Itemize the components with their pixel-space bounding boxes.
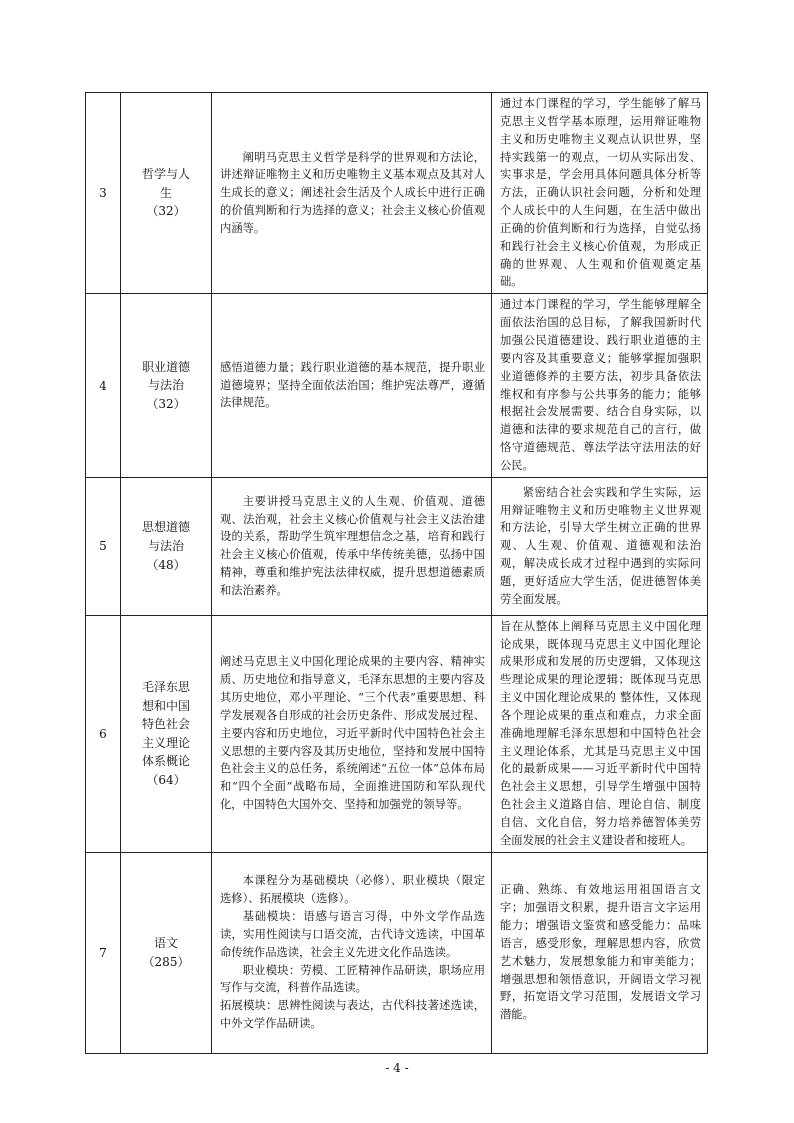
course-name-line: 与法治 [147,538,184,553]
course-hours: （32） [146,396,186,411]
content-paragraph: 职业模块：劳模、工匠精神作品研读，职场应用写作与交流，科普作品选读。 [220,963,485,995]
course-name-line: 毛泽东思 [141,679,190,694]
course-name [121,294,212,477]
content-paragraph: 拓展模块：思辨性阅读与表达，古代科技著述选读，中外文学作品研读。 [220,999,485,1031]
course-name-line: 思想道德 [141,520,190,535]
course-content [212,294,492,477]
content-paragraph: 阐明马克思主义哲学是科学的世界观和方法论，讲述辩证唯物主义和历史唯物主义基本观点及其对人生成长的意义；阐述社会生活及个人成长中进行正确的价值判断和行为选择的意义；社会主义核心价值观内涵等。 [220,150,485,235]
course-goal [492,294,708,477]
row-number: 7 [86,852,121,1053]
course-name [121,615,212,852]
course-name-line: 与法治 [147,378,184,393]
content-paragraph: 本课程分为基础模块（必修）、职业模块（限定选修）、拓展模块（选修）。 [220,874,485,906]
course-goal [492,93,708,294]
course-name-line: 想和中国 [141,698,190,713]
course-goal [492,477,708,615]
goal-paragraph: 通过本门课程的学习，学生能够了解马克思主义哲学基本原理，运用辩证唯物主义和历史唯物主义观点认识世界，坚持实践第一的观点，一切从实际出发、实事求是，学会用具体问题具体分析等方法，正确认识社会问题，分析和处理个人成长中的人生问题，在生活中做出正确的价值判断和行为选择，自觉弘扬和践行社会主义核心价值观，为形成正确的世界观、人生观和价值观奠定基础。 [500,97,701,289]
content-paragraph: 阐述马克思主义中国化理论成果的主要内容、精神实质、历史地位和指导意义，毛泽东思想的主要内容及其历史地位，邓小平理论、“三个代表”重要思想、科学发展观各自形成的社会历史条件、形成发展过程、主要内容和历史地位，习近平新时代中国特色社会主义思想的主要内容及其历史地位，坚持和发展中国特色社会主义的总任务，系统阐述“五位一体”总体布局和“四个全面”战略布局，全面推进国防和军队现代化，中国特色大国外交、坚持和加强党的领导等。 [220,655,485,812]
table-row [86,615,708,852]
course-content [212,93,492,294]
table-row [86,93,708,294]
content-paragraph: 基础模块：语感与语言习得，中外文学作品选读，实用性阅读与口语交流，古代诗文选读，中国革命传统作品选读，社会主义先进文化作品选读。 [220,910,485,959]
row-number: 6 [86,615,121,852]
course-hours: （32） [146,204,186,219]
course-name-line: 生 [159,185,172,200]
course-name [121,93,212,294]
course-name-line: 职业道德 [141,359,190,374]
row-number: 5 [86,477,121,615]
course-table [85,92,708,1054]
course-name-line: 特色社会 [141,717,190,732]
table-row [86,852,708,1053]
course-name-line: 主义理论 [141,735,190,750]
goal-paragraph: 正确、熟练、有效地运用祖国语言文字；加强语文积累，提升语言文字运用能力；增强语文鉴赏和感受能力：品味语言，感受形象，理解思想内容，欣赏艺术魅力，发展想象能力和审美能力；增强思想和领悟意识，开阔语文学习视野，拓宽语文学习范围，发展语文学习潜能。 [500,883,701,1022]
goal-paragraph: 紧密结合社会实践和学生实际，运用辩证唯物主义和历史唯物主义世界观和方法论，引导大学生树立正确的世界观、人生观、价值观、道德观和法治观，解决成长成才过程中遇到的实际问题，更好适应大学生活，促进德智体美劳全面发展。 [500,485,701,606]
course-hours: （285） [142,954,190,969]
goal-paragraph: 旨在从整体上阐释马克思主义中国化理论成果，既体现马克思主义中国化理论成果形成和发展的历史逻辑，又体现这些理论成果的理论逻辑；既体现马克思主义中国化理论成果的 整体性，又体现各个理论成果的重点和难点，力求全面准确地理解毛泽东思想和中国特色社会主义理论体系，尤其是马克思主义中国化的最新成果——习近平新时代中国特色社会主义思想，引导学生增强中国特色社会主义道路自信、理论自信、制度自信、文化自信，努力培养德智体美劳全面发展的社会主义建设者和接班人。 [500,619,701,847]
course-goal [492,852,708,1053]
course-hours: （64） [146,772,186,787]
course-content [212,852,492,1053]
table-row [86,294,708,477]
course-content [212,477,492,615]
row-number: 4 [86,294,121,477]
goal-paragraph: 通过本门课程的学习，学生能够理解全面依法治国的总目标，了解我国新时代加强公民道德建设、践行职业道德的主要内容及其重要意义；能够掌握加强职业道德修养的主要方法，初步具备依法维权和有序参与公共事务的能力；能够根据社会发展需要、结合自身实际，以道德和法律的要求规范自己的言行，做恪守道德规范、尊法学法守法用法的好公民。 [500,298,701,472]
content-paragraph: 感悟道德力量；践行职业道德的基本规范，提升职业道德境界；坚持全面依法治国；维护宪法尊严，遵循法律规范。 [220,360,485,410]
row-number: 3 [86,93,121,294]
page-number: - 4 - [385,1061,409,1075]
table-row [86,477,708,615]
course-goal [492,615,708,852]
course-name-line: 语文 [153,936,178,951]
course-content [212,615,492,852]
course-hours: （48） [146,557,186,572]
course-name [121,852,212,1053]
course-name-line: 体系概论 [141,754,190,769]
course-name [121,477,212,615]
course-name-line: 哲学与人 [141,167,190,182]
content-paragraph: 主要讲授马克思主义的人生观、价值观、道德观、法治观，社会主义核心价值观与社会主义法治建设的关系，帮助学生筑牢理想信念之基，培育和践行社会主义核心价值观，传承中华传统美德，弘扬中国精神，尊重和维护宪法法律权威，提升思想道德素质和法治素养。 [220,494,485,597]
